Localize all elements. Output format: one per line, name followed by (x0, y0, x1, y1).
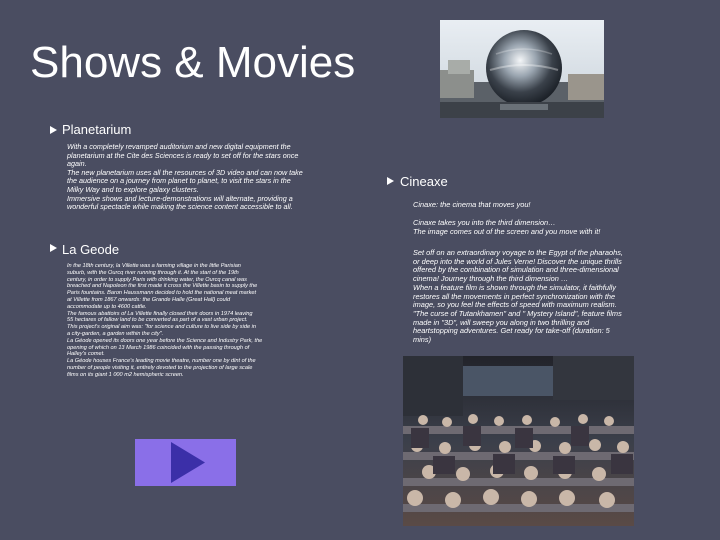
triangle-bullet-icon (50, 244, 57, 252)
cineaxe-intro: Cinaxe takes you into the third dimension… The image comes out of the screen and you move with it! (413, 218, 601, 236)
cineaxe-tagline: Cinaxe: the cinema that moves you! (413, 200, 531, 209)
slide-title: Shows & Movies (30, 38, 356, 87)
cineaxe-text: Set off on an extraordinary voyage to the Egypt of the pharaohs, or deep into the world of Jules Verne! Discover the unique thrills offered by the combination of simulation and three-dimensional cinema! Journey through the third dimension … When a feature film is shown through the simulator, it faithfully restores all the movements in perfect synchronization with the image, so you feel the effects of speed with maximum realism. "The curse of Tutankhamen" and " Mystery Island", feature films made in "3D", will sweep you along in two thrilling and heartstopping adventures. Get ready for take-off (duration: 5 mins) (413, 248, 623, 345)
geode-heading: La Geode (62, 242, 120, 257)
cinema-audience-photo (403, 356, 634, 526)
planetarium-text: With a completely revamped auditorium and new digital equipment the planetarium at the Cite des Sciences is ready to set off for the stars once again. The new planetarium uses all the resources of 3D video and can now take the audience on a journey from planet to planet, to visit the stars in the Milky Way and to explore galaxy clusters. Immersive shows and lecture-demonstrations will alternate, providing a wonderful spectacle while making the science content accessible to all. (67, 142, 303, 212)
geode-dome-photo (440, 20, 604, 118)
triangle-bullet-icon (387, 177, 394, 185)
planetarium-heading: Planetarium (62, 122, 132, 137)
play-button[interactable] (135, 439, 236, 486)
triangle-bullet-icon (50, 126, 57, 134)
geode-text: In the 18th century, la Villette was a farming village in the little Parisian suburb, with the Ourcq river running through it. At the start of the 19th century, in order to supply Paris with drinking water, the Ourcq canal was breached and Napoleon the first made it cross the Villette basin to supply the Paris fountains. Baron Haussmann decided to hold the national meat market at Villette from 1867 onwards: the Grande Halle (Great Hall) could accommodate up to 4600 cattle. The famous abattoirs of La Villette finally closed their doors in 1974 leaving 55 hectares of fallow land to be converted as part of a vast urban project. This project's original aim was: "for science and culture to live side by side in a city-garden, a garden within the city". La Géode opened its doors one year before the Science and Industry Park, the opening of which on 13 March 1986 coincided with the passing through of Halley's comet. La Géode houses France's leading movie theatre, number one by dint of the number of people visiting it, entirely devoted to the projection of large scale films on its giant 1 000 m2 hemispheric screen. (67, 263, 263, 378)
cineaxe-heading: Cineaxe (400, 174, 448, 189)
play-icon (135, 439, 236, 486)
